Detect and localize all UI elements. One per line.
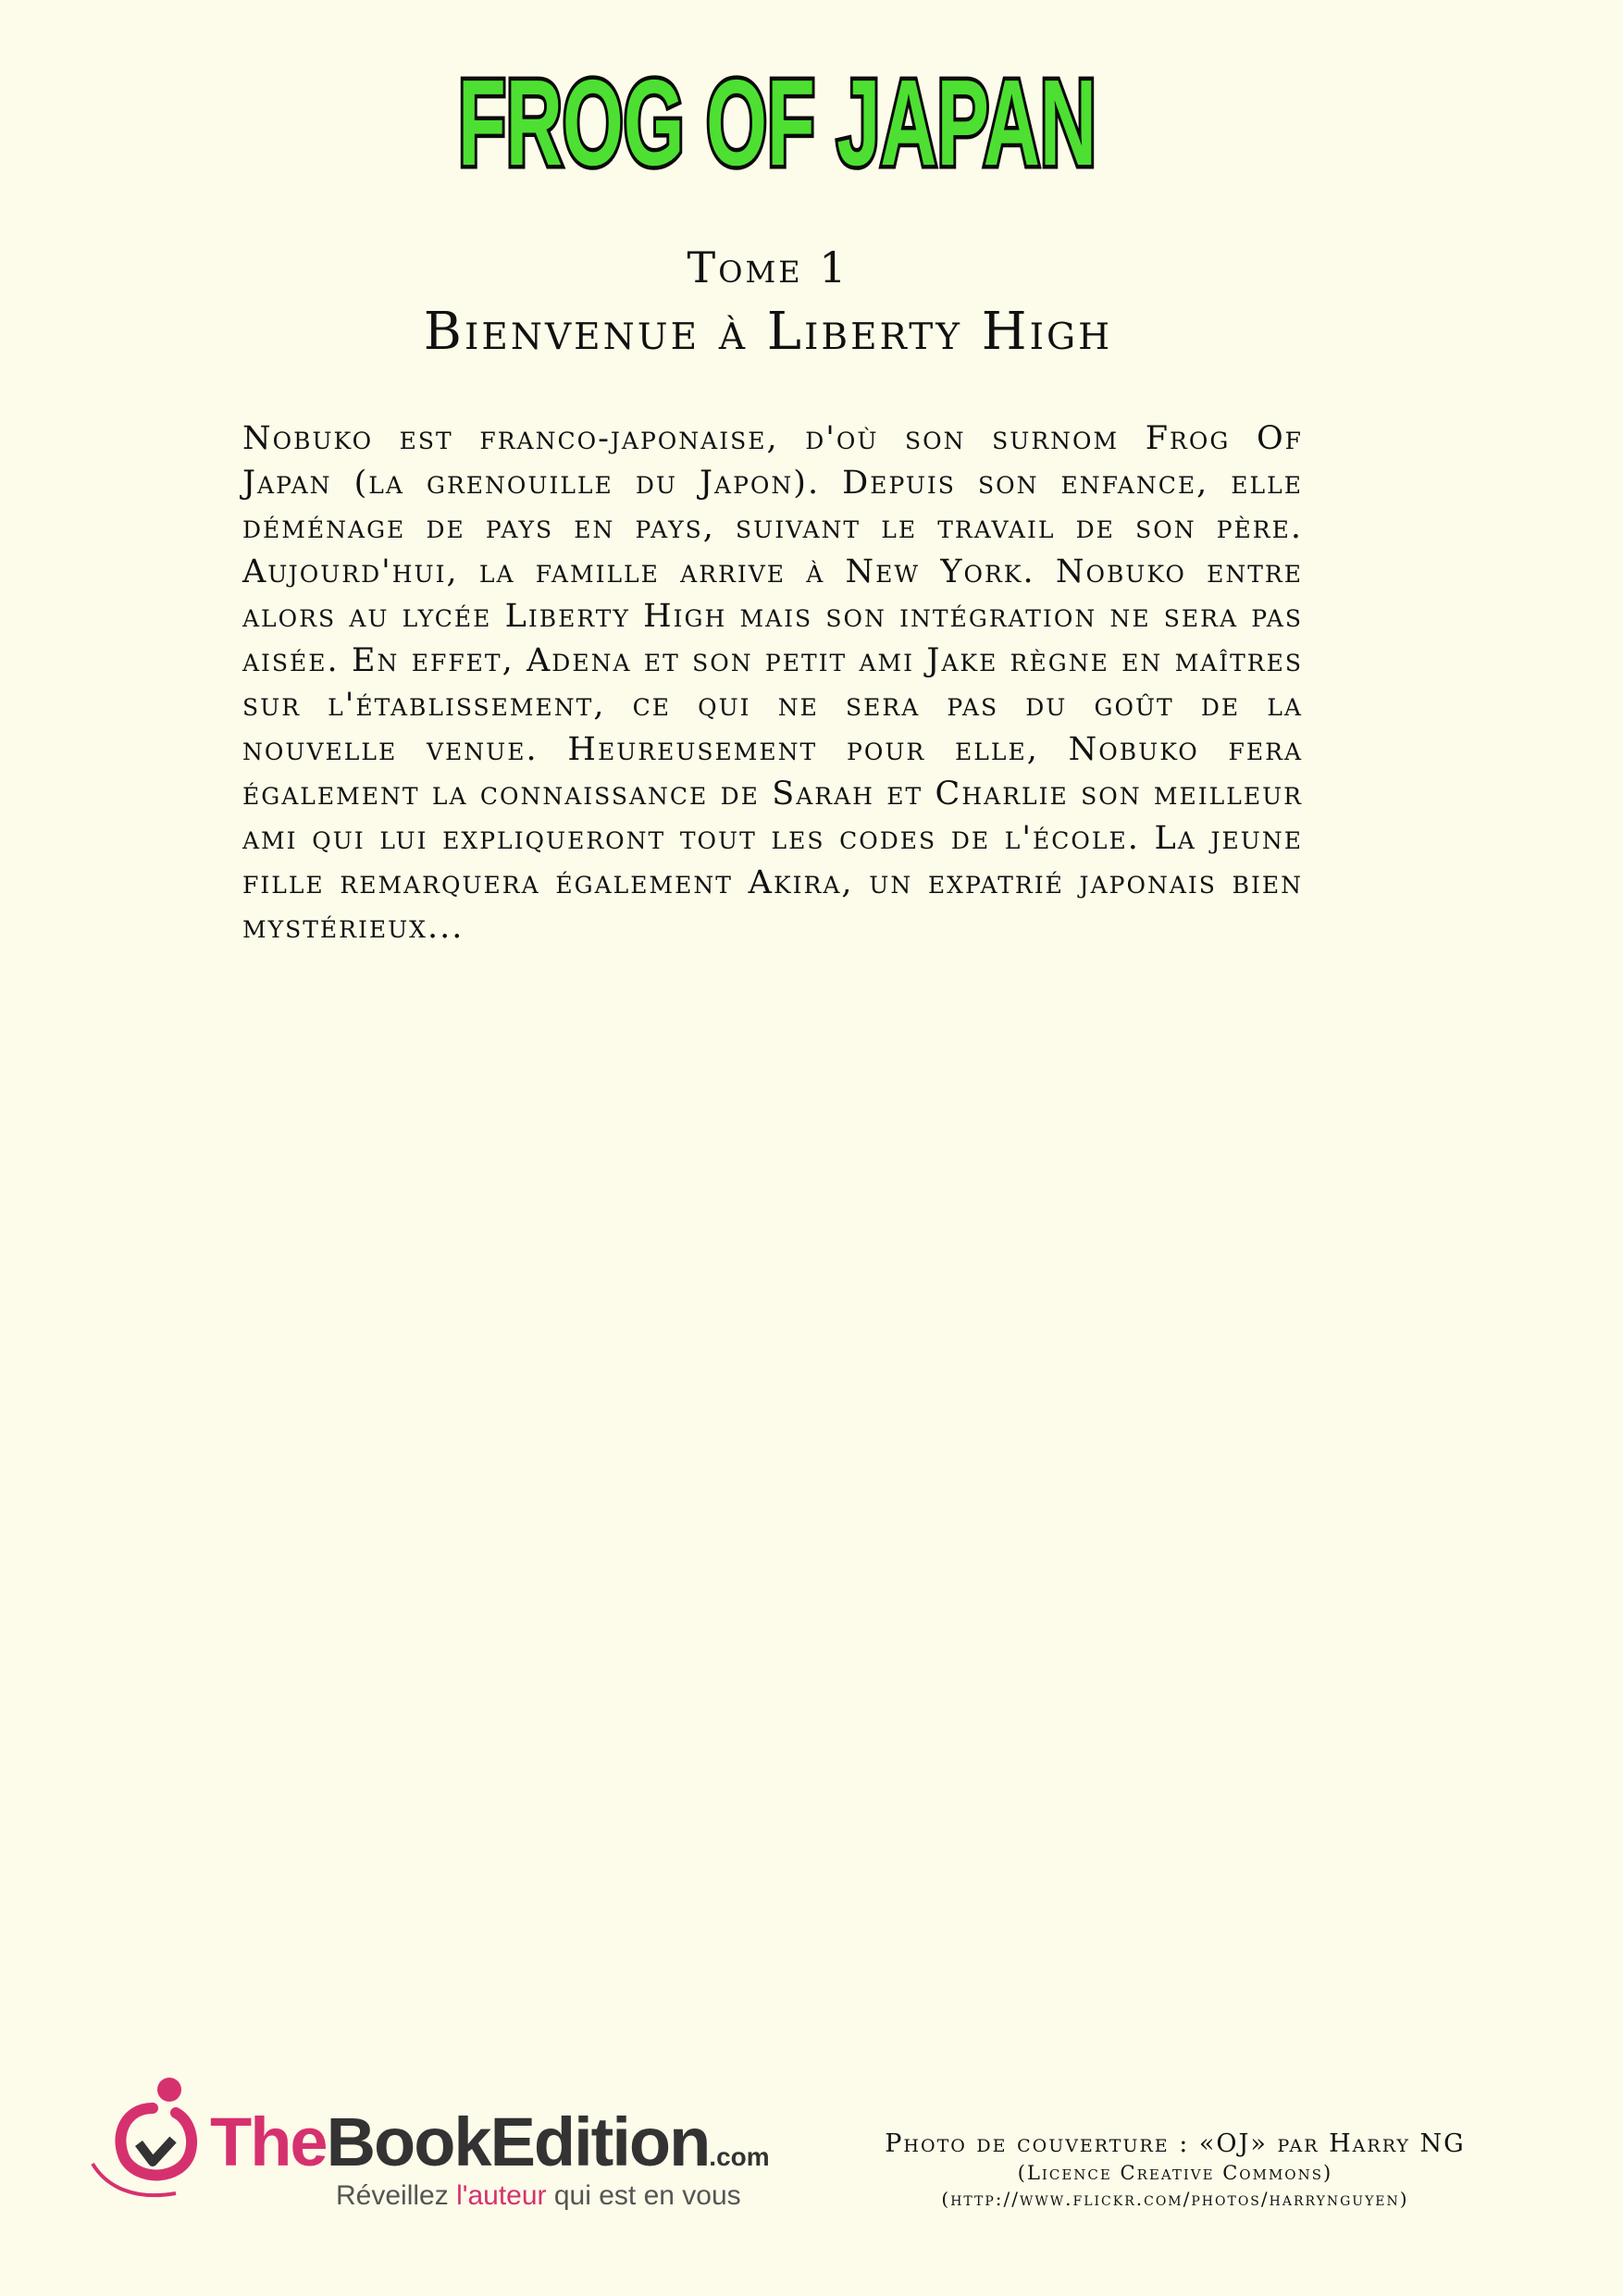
volume-subtitle: Bienvenue à Liberty High	[423, 302, 1113, 362]
tagline-end: qui est en vous	[546, 2180, 741, 2211]
book-title: FROG OF JAPAN	[458, 55, 1096, 191]
publisher-logo	[88, 2071, 828, 2219]
synopsis-text: Nobuko est franco-japonaise, d'où son surnom Frog Of Japan (la grenouille du Japon). Depuis son enfance, elle déménage de pays en pays, suivant le travail de son père. Aujourd'hui, la famille arrive à New York. Nobuko entre alors au lycée Liberty High mais son intégration ne sera pas aisée. En effet, Adena et son petit ami Jake règne en maîtres sur l'établissement, ce qui ne sera pas du goût de la nouvelle venue. Heureusement pour elle, Nobuko fera également la connaissance de Sarah et Charlie son meilleur ami qui lui expliqueront tout les codes de l'école. La jeune fille remarquera également Akira, un expatrié japonais bien mystérieux...	[242, 420, 1303, 946]
tome-label: Tome 1	[687, 242, 849, 292]
book-title-logo	[444, 56, 1110, 194]
credit-photo: Photo de couverture : «OJ» par Harry NG	[885, 2129, 1466, 2158]
publisher-name-domain: .com	[709, 2142, 770, 2171]
photo-credits	[861, 2128, 1490, 2212]
publisher-tagline	[336, 2180, 741, 2212]
credit-license: (Licence Creative Commons)	[1017, 2162, 1333, 2184]
person-logo-icon	[88, 2071, 208, 2201]
credit-url: (http://www.flickr.com/photos/harrynguyen)	[941, 2188, 1409, 2210]
tagline-start: Réveillez	[336, 2180, 457, 2211]
publisher-name-main: BookEdition	[326, 2104, 710, 2180]
publisher-name	[210, 2104, 770, 2191]
tagline-highlight: l'auteur	[456, 2180, 547, 2211]
publisher-name-the: The	[210, 2104, 327, 2180]
